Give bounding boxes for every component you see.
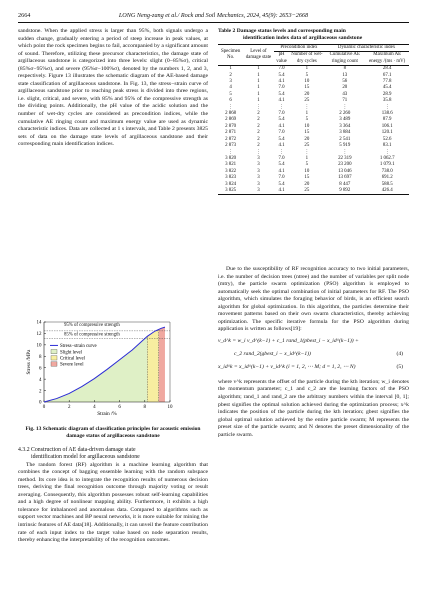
table-cell: ⋮ [384,104,390,110]
equation-4-line2 [218,351,409,364]
paragraph: The random forest (RF) algorithm is a machine learning algorithm that combines the concept of bagging ensemble learning with the random subspace method. Its core idea is to integrate the recognition results of numerous decision trees, deriving the final recognition outcome through majority voting or result averaging. Consequently, this algorithm possesses robust self-learning capabilities and a high degree of nonlinear mapping ability. Furthermore, it exhibits a high tolerance for imbalanced and anomalous data. Compared to algorithms such as support vector machines and BP neural networks, it is more suitable for mining the intrinsic features of AE data[18]. Additionally, it can unveil the feature contribution rate of each input index to the target value based on node separation results, thereby enhancing the interpretability of the recognition outcomes. [18,461,208,544]
table-cell: 56 [342,79,348,85]
table-cell: 8 [324,66,365,73]
legend-label: Slight level [60,350,82,356]
table-cell: 6 [229,98,232,104]
table-cell: 4.1 [278,98,285,104]
table-cell: 2 873 [225,143,237,149]
table-cell: 87.9 [382,117,392,123]
equation-number: (4) [396,350,403,357]
table-cell: 5.4 [278,162,285,168]
table-cell: 25 [304,143,310,149]
table-cell: 738.0 [381,168,393,174]
x-axis-label: Strain /% [97,411,117,417]
table-cell: 1 [305,111,309,117]
table-cell: 4.1 [278,79,285,85]
table-cell: 588.5 [381,181,393,187]
table-cell: 2 [257,123,260,129]
group-header: Precondition index [274,45,325,52]
table-cell: 43 [342,91,348,97]
table-cell: 77.8 [382,79,392,85]
group-header: Dynamic characteristic index [324,45,409,52]
equation-text: x_id^k = x_id^(k−1) + v_id^k (i = 1, 2, ⋯ M; d = 1, 2, ⋯ N) [218,363,356,370]
table-cell: 2 [257,136,260,142]
table-cell: 3 [243,188,273,195]
legend-label: Stress−strain curve [60,344,97,350]
table-cell: 10 [304,79,310,85]
col-header: Level of damage state [243,45,273,66]
table-caption-line1: Table 2 Damage status levels and corresponding main [218,28,346,34]
y-tick-label: 6 [39,366,42,372]
table-cell: 3 820 [225,155,237,161]
table-cell: 5 [229,91,232,97]
right-column-text [218,266,409,439]
paragraph: sandstone. When the applied stress is larger than 95%, both signals undergo a sudden change, gradually entering a period of steep increase in peak values, at which point the rock specimen begins to fail, accompanied by a significant amount of sound. Therefore, utilizing these precursor characteristics, the damage state of argillaceous sandstone is categorized into three levels: slight (0−85%σ), critical (85%σ−95%σ), and severe (95%σ−100%σ), denoted by the numbers 1, 2, and 3, respectively. Figure 13 illustrates the schematic diagram of the AE-based damage state classification of argillaceous sandstone. In Fig. 13, the stress−strain curve of argillaceous sandstone prior to reaching peak stress is divided into three regions, i.e. slight, critical, and severe, with 85% and 95% of the compressive strength as the dividing points. Additionally, the pH value of the acidic solution and the number of wet-dry cycles are considered as precondition indices, while the cumulative AE ringing count and maximum energy value are used as dynamic characteristic indices. Data are collected at 1 s intervals, and Table 2 presents 3825 sets of data on the damage state levels of argillaceous sandstone and their corresponding main identification indices. [18,28,208,148]
table-cell: 2 260 [339,111,351,117]
table-cell: 10 [304,123,310,129]
table-cell: 3 [257,162,260,168]
table-row [218,188,409,195]
page-number: 2664 [18,12,31,19]
table-cell: 4.1 [278,143,285,149]
col-header: Number of wet-dry cycles [291,52,323,64]
figure-caption: Fig. 13 Schematic diagram of classification principles for acoustic emission damage status of argillaceous sandstone [25,426,201,439]
table-cell: 2 [257,111,260,117]
legend-swatch [51,349,57,353]
table-cell: 3 [257,155,260,161]
table-cell: 5.4 [278,136,285,142]
table-cell: 1 062.7 [379,155,395,161]
table-cell: 4.1 [278,123,285,129]
paragraph: Due to the susceptibility of RF recognition accuracy to two initial parameters, i.e. the number of decision trees (ntree) and the number of variables per split node (mtry), the particle swarm optimization (PSO) algorithm is employed to automatically seek the optimal combination of initial parameters for RF. The PSO algorithm, which simulates the foraging behavior of birds, is an efficient search algorithm for global optimization. In this algorithm, the particles determine their movement patterns based on their own swarm characteristics, thereby achieving optimization. The specific iterative formula for the PSO algorithm during application is written as follows[19]: [218,266,409,333]
left-column-intro [18,28,208,149]
table-cell: 2 [229,72,232,78]
table-cell: 15 [304,175,310,181]
table-cell: 426.4 [365,188,409,195]
y-tick-label: 8 [39,354,42,360]
legend-label: Critical level [60,356,85,362]
chart-svg [18,318,208,422]
table-cell: 2 872 [225,136,237,142]
table-body [218,66,409,195]
equation-5 [218,364,409,377]
table-cell: 22 319 [338,155,352,161]
table-cell: 138.6 [381,111,393,117]
table-cell: 4 [229,85,232,91]
x-tick-label: 2 [67,405,71,410]
table-cell: 1 [290,66,325,73]
table-cell: 2 541 [339,136,351,142]
data-table [218,44,409,195]
section-heading-line2: identification model for argillaceous sandstone [31,454,140,461]
table-cell: 3 821 [225,162,237,168]
table-cell: 5.4 [278,181,285,187]
col-header: pH value [274,52,290,66]
table-cell: ⋮ [228,104,234,110]
table-cell: 15 [304,130,310,136]
x-tick-label: 4 [93,405,96,410]
table-cell: 3 824 [225,181,237,187]
table-cell: 83.1 [382,143,392,149]
y-tick-label: 0 [39,400,42,406]
table-cell: 691.2 [381,175,393,181]
x-tick-label: 8 [143,405,147,410]
table-cell: 3 [229,79,232,85]
equation-text: c_2 rand_2(gbest_i − x_id^(k−1)) [234,350,311,357]
table-cell: 2 870 [225,123,237,129]
annotation-label: 85% of compressive strength [64,332,120,338]
figure-13-chart [18,318,208,422]
table-cell: 3 [257,168,260,174]
table-cell: 25 [304,98,310,104]
table-cell: 1 [257,98,260,104]
table-cell: 1 [257,91,260,97]
table-cell: 2 868 [225,111,237,117]
table-cell: ⋮ [342,149,348,155]
table-cell: ⋮ [384,149,390,155]
table-cell: 1 [243,66,273,73]
table-cell: 106.1 [381,123,393,129]
table-2-block [218,28,409,195]
table-cell: ⋮ [279,149,285,155]
equation-number: (5) [396,363,403,370]
table-cell: 2 [257,143,260,149]
annotation-label: 95% of compressive strength [64,322,120,328]
table-cell: 5 [305,117,309,123]
table-cell: ⋮ [255,104,261,110]
region-critical-level [147,329,158,402]
table-cell: 23 200 [338,162,352,168]
table-cell: 4.1 [274,188,290,195]
table-cell: 67.1 [382,72,392,78]
table-cell: 25 [290,188,325,195]
table-cell: 1 [257,79,260,85]
table-cell: 3 822 [225,168,237,174]
x-tick-label: 6 [118,405,121,410]
table-cell: 20 [342,85,348,91]
table-cell: 7.0 [278,85,285,91]
y-tick-label: 2 [39,389,42,395]
col-header: Maximum AE energy /(ms · mV) [365,52,409,66]
table-cell: 7.0 [278,130,285,136]
table-cell: 5 [305,162,309,168]
equation-4-line1 [218,338,409,351]
table-cell: 5.4 [278,91,285,97]
table-cell: 71 [342,98,348,104]
table-cell: 5 [305,72,309,78]
table-cell: 5 919 [339,143,351,149]
table-cell: 5.4 [278,72,285,78]
table-cell: 1 [257,72,260,78]
table-cell: ⋮ [342,104,348,110]
table-cell: 3 [257,175,260,181]
table-cell: 2 871 [225,130,237,136]
table-cell: 2 869 [225,117,237,123]
y-axis-label: Stress /MPa [26,349,32,375]
table-cell: ⋮ [228,149,234,155]
table-cell: 13 697 [338,175,352,181]
table-cell: 28.4 [365,66,409,73]
y-tick-label: 10 [36,343,42,349]
table-cell: 3 489 [339,117,351,123]
table-cell: 7.0 [278,175,285,181]
table-cell: 2 [257,130,260,136]
legend-swatch [51,362,57,366]
table-cell: 20 [304,181,310,187]
table-cell: 1 [257,85,260,91]
x-tick-label: 0 [42,405,46,410]
table-cell: 7.0 [278,155,285,161]
table-cell: ⋮ [255,149,261,155]
y-tick-label: 4 [39,377,42,383]
table-cell: 20 [304,136,310,142]
table-cell: 3 823 [225,175,237,181]
table-row [218,66,409,73]
table-cell: 1 079.1 [379,162,395,168]
table-cell: 7.0 [278,111,285,117]
table-cell: 3 364 [339,123,351,129]
table-cell: ⋮ [304,104,310,110]
figure-caption-block [18,426,208,440]
table-cell: 1 [218,66,243,73]
col-header: Cumulative AE ringing count [324,52,365,66]
table-cell: ⋮ [304,149,310,155]
table-cell: 10 [304,168,310,174]
paragraph: where v^k represents the offset of the particle during the kth iteration; w_i denotes the momentum parameter; c_1 and c_2 are the learning factors of the PSO algorithm; rand_1 and rand_2 are the arbitrary numbers within the interval [0, 1]; pbest signifies the optimal solution achieved during the optimization process; x^k indicates the position of the particle during the kth iteration; gbest signifies the global optimal solution achieved by the entire particle swarm; M represents the preset size of the particle swarm; and N denotes the preset dimensionality of the particle swarm. [218,378,409,438]
table-cell: 5.4 [278,117,285,123]
running-title: LONG Neng-zang et al./ Rock and Soil Mechanics, 2024, 45(9): 2653−2668 [118,12,309,19]
table-cell: 120.1 [381,130,393,136]
table-caption-line2: identification index data of argillaceous sandstone [243,35,363,41]
legend-swatch [51,356,57,360]
table-cell: 7.0 [274,66,290,73]
table-cell: 15 [304,85,310,91]
x-tick-label: 10 [167,405,173,410]
legend-label: Severe level [60,362,84,368]
table-cell: 52.6 [382,136,392,142]
page-header [18,12,409,22]
table-cell: 4.1 [278,168,285,174]
col-header: Specimen No. [218,45,243,66]
table-cell: 13 046 [338,168,352,174]
table-cell: 45.4 [382,85,392,91]
left-column-section [18,447,208,545]
section-heading-line1: 4.3.2 Construction of AE data-driven damage state [18,447,136,453]
header-rule [18,22,409,23]
equation-text: v_d^k = w_i v_d^(k−1) + c_1 rand_1(pbest_i − x_id^(k−1)) + [218,337,359,344]
table-cell: 8 447 [339,181,351,187]
section-heading [18,447,208,462]
y-tick-label: 12 [36,332,42,338]
table-cell: 9 892 [324,188,365,195]
table-cell: 3 [257,181,260,187]
table-cell: ⋮ [279,104,285,110]
y-tick-label: 14 [36,320,42,326]
table-cell: 20 [304,91,310,97]
table-cell: 28.9 [382,91,392,97]
table-cell: 2 [257,117,260,123]
table-cell: 13 [342,72,348,78]
table-cell: 3 884 [339,130,351,136]
table-cell: 35.8 [382,98,392,104]
table-cell: 3 825 [218,188,243,195]
table-cell: 1 [305,155,309,161]
